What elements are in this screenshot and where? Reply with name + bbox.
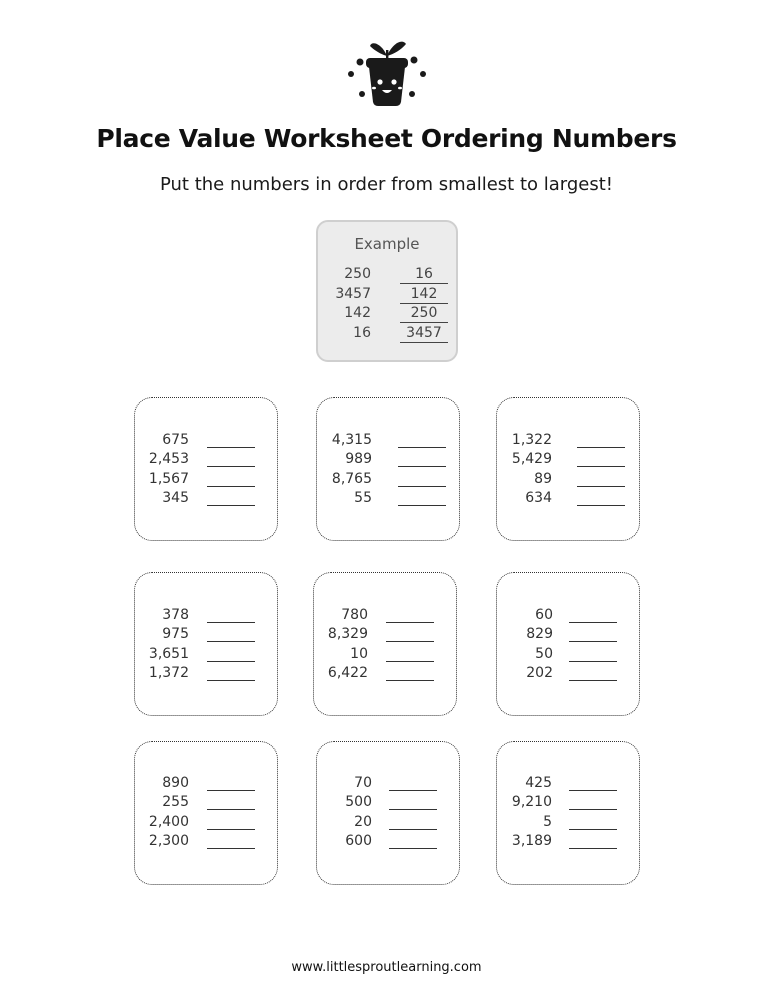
example-number: 142 [344,305,371,321]
problem-number: 634 [525,490,552,506]
problem-number: 989 [345,451,372,467]
answer-blank[interactable] [398,505,446,506]
answer-blank[interactable] [569,809,617,810]
problem-box-7 [134,741,278,885]
problem-number: 2,300 [148,833,189,849]
problem-number: 6,422 [327,665,368,681]
problem-number: 70 [354,775,372,791]
problem-row [135,794,277,814]
problem-number: 2,453 [148,451,189,467]
example-row [318,286,456,306]
problem-row [497,665,639,685]
problem-box-9 [496,741,640,885]
problem-number: 9,210 [511,794,552,810]
example-label: Example [354,235,420,253]
answer-blank[interactable] [577,447,625,448]
problem-box-3 [496,397,640,541]
problem-number: 890 [162,775,189,791]
answer-blank[interactable] [386,680,434,681]
sprout-pot-logo-icon [346,36,428,108]
answer-blank[interactable] [569,829,617,830]
example-box [316,220,458,362]
example-row [318,266,456,286]
problem-number: 3,651 [148,646,189,662]
problem-row [497,490,639,510]
problem-number: 20 [354,814,372,830]
example-answer: 16 [400,266,448,284]
problem-number: 975 [162,626,189,642]
problem-number: 89 [534,471,552,487]
problem-number: 50 [535,646,553,662]
answer-blank[interactable] [207,680,255,681]
problem-number: 675 [162,432,189,448]
answer-blank[interactable] [569,622,617,623]
example-answer: 250 [400,305,448,323]
answer-blank[interactable] [577,505,625,506]
problem-number: 780 [341,607,368,623]
problem-row [135,814,277,834]
answer-blank[interactable] [389,809,437,810]
answer-blank[interactable] [207,466,255,467]
problem-number: 8,765 [331,471,372,487]
problem-row [497,432,639,452]
problem-number: 202 [526,665,553,681]
problem-row [497,833,639,853]
problem-row [497,794,639,814]
problem-number: 5,429 [511,451,552,467]
problem-number: 345 [162,490,189,506]
problem-number: 500 [345,794,372,810]
problem-row [314,607,456,627]
problem-row [135,833,277,853]
problem-number: 2,400 [148,814,189,830]
problem-number: 1,567 [148,471,189,487]
answer-blank[interactable] [207,447,255,448]
answer-blank[interactable] [577,466,625,467]
problem-number: 255 [162,794,189,810]
problem-number: 3,189 [511,833,552,849]
problem-number: 378 [162,607,189,623]
answer-blank[interactable] [207,505,255,506]
problem-number: 4,315 [331,432,372,448]
answer-blank[interactable] [398,466,446,467]
problem-row [135,432,277,452]
problem-row [497,814,639,834]
problem-box-2 [316,397,460,541]
answer-blank[interactable] [569,641,617,642]
problem-row [317,471,459,491]
problem-row [135,451,277,471]
problem-row [135,665,277,685]
problem-row [497,626,639,646]
answer-blank[interactable] [386,622,434,623]
problem-row [135,646,277,666]
answer-blank[interactable] [569,661,617,662]
answer-blank[interactable] [207,809,255,810]
problem-row [314,626,456,646]
problem-row [497,646,639,666]
problem-row [497,607,639,627]
example-number: 3457 [335,286,371,302]
problem-number: 10 [350,646,368,662]
answer-blank[interactable] [386,641,434,642]
problem-box-1 [134,397,278,541]
answer-blank[interactable] [207,790,255,791]
problem-row [317,814,459,834]
problem-number: 5 [543,814,552,830]
problem-row [317,490,459,510]
problem-number: 1,372 [148,665,189,681]
example-number: 250 [344,266,371,282]
problem-row [135,471,277,491]
answer-blank[interactable] [389,829,437,830]
problem-row [317,833,459,853]
answer-blank[interactable] [398,447,446,448]
problem-row [497,471,639,491]
problem-box-8 [316,741,460,885]
answer-blank[interactable] [569,790,617,791]
answer-blank[interactable] [398,486,446,487]
answer-blank[interactable] [207,829,255,830]
problem-row [317,775,459,795]
website-footer[interactable]: www.littlesproutlearning.com [291,960,482,975]
worksheet-title: Place Value Worksheet Ordering Numbers [96,124,677,153]
instructions: Put the numbers in order from smallest to largest! [159,174,614,195]
problem-number: 60 [535,607,553,623]
example-answer: 3457 [400,325,448,343]
problem-row [497,451,639,471]
problem-box-6 [496,572,640,716]
answer-blank[interactable] [207,622,255,623]
answer-blank[interactable] [569,680,617,681]
problem-row [317,451,459,471]
answer-blank[interactable] [389,790,437,791]
answer-blank[interactable] [577,486,625,487]
answer-blank[interactable] [569,848,617,849]
example-answer: 142 [400,286,448,304]
problem-number: 8,329 [327,626,368,642]
problem-number: 829 [526,626,553,642]
problem-row [317,794,459,814]
answer-blank[interactable] [207,848,255,849]
example-row [318,325,456,345]
answer-blank[interactable] [386,661,434,662]
problem-row [317,432,459,452]
answer-blank[interactable] [207,661,255,662]
answer-blank[interactable] [207,641,255,642]
example-number: 16 [353,325,371,341]
problem-row [314,665,456,685]
problem-row [135,775,277,795]
problem-row [135,607,277,627]
problem-number: 600 [345,833,372,849]
problem-box-4 [134,572,278,716]
problem-number: 1,322 [511,432,552,448]
example-row [318,305,456,325]
problem-row [314,646,456,666]
problem-row [135,490,277,510]
problem-number: 425 [525,775,552,791]
problem-row [135,626,277,646]
problem-row [497,775,639,795]
problem-box-5 [313,572,457,716]
problem-number: 55 [354,490,372,506]
answer-blank[interactable] [207,486,255,487]
answer-blank[interactable] [389,848,437,849]
